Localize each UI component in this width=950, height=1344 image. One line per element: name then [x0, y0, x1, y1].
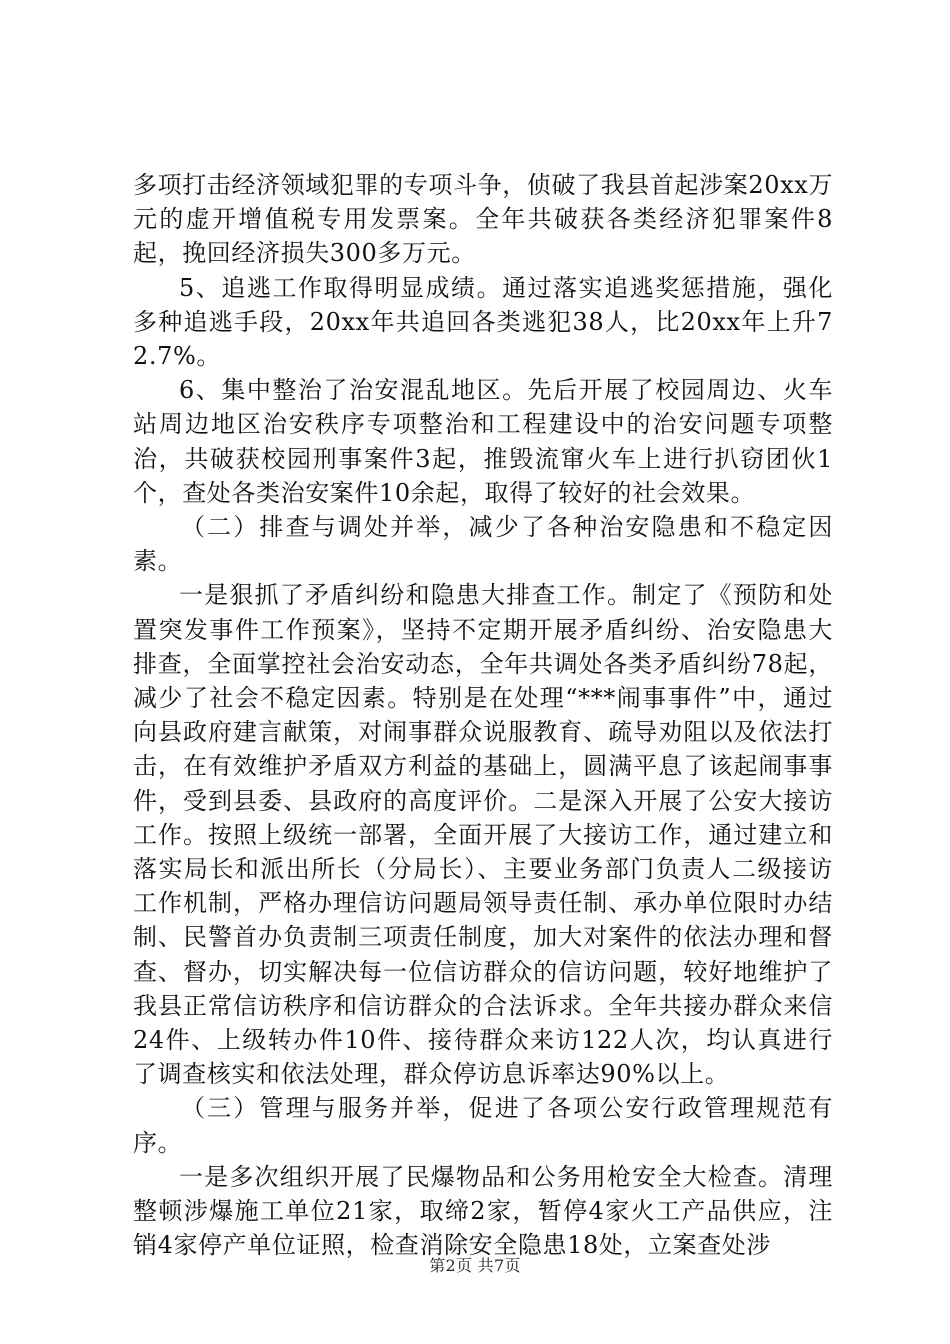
paragraph-dispute-investigation: 一是狠抓了矛盾纠纷和隐患大排查工作。制定了《预防和处置突发事件工作预案》，坚持不定期开展矛盾纠纷、治安隐患大排查，全面掌控社会治安动态，全年共调处各类矛盾纠纷78起，减少了社会不稳定因素。特别是在处理“***闹事事件”中，通过向县政府建言献策，对闹事群众说服教育、疏导劝阻以及依法打击，在有效维护矛盾双方利益的基础上，圆满平息了该起闹事事件，受到县委、县政府的高度评价。二是深入开展了公安大接访工作。按照上级统一部署，全面开展了大接访工作，通过建立和落实局长和派出所长（分局长）、主要业务部门负责人二级接访工作机制，严格办理信访问题局领导责任制、承办单位限时办结制、民警首办负责制三项责任制度，加大对案件的依法办理和督查、督办，切实解决每一位信访群众的信访问题，较好地维护了我县正常信访秩序和信访群众的合法诉求。全年共接办群众来信24件、上级转办件10件、接待群众来访122人次，均认真进行了调查核实和依法处理，群众停访息诉率达90%以上。 [133, 581, 833, 1089]
page-footer: 第2页 共7页 [429, 1256, 521, 1275]
section-heading-management: （三）管理与服务并举，促进了各项公安行政管理规范有序。 [133, 1094, 833, 1157]
paragraph-explosives-inspection: 一是多次组织开展了民爆物品和公务用枪安全大检查。清理整顿涉爆施工单位21家，取缔2家，暂停4家火工产品供应，注销4家停产单位证照，检查消除安全隐患18处，立案查处涉 [133, 1162, 833, 1260]
document-body [133, 168, 833, 1263]
paragraph-fugitive-pursuit: 5、追逃工作取得明显成绩。通过落实追逃奖惩措施，强化多种追逃手段，20xx年共追回各类逃犯38人，比20xx年上升72.7%。 [133, 273, 833, 371]
paragraph-disorder-rectification: 6、集中整治了治安混乱地区。先后开展了校园周边、火车站周边地区治安秩序专项整治和工程建设中的治安问题专项整治，共破获校园刑事案件3起，推毁流窜火车上进行扒窃团伙1个，查处各类治安案件10余起，取得了较好的社会效果。 [133, 376, 833, 507]
paragraph-economic-crime: 多项打击经济领域犯罪的专项斗争，侦破了我县首起涉案20xx万元的虚开增值税专用发票案。全年共破获各类经济犯罪案件8起，挽回经济损失300多万元。 [133, 171, 833, 268]
section-heading-investigation: （二）排查与调处并举，减少了各种治安隐患和不稳定因素。 [133, 513, 833, 576]
